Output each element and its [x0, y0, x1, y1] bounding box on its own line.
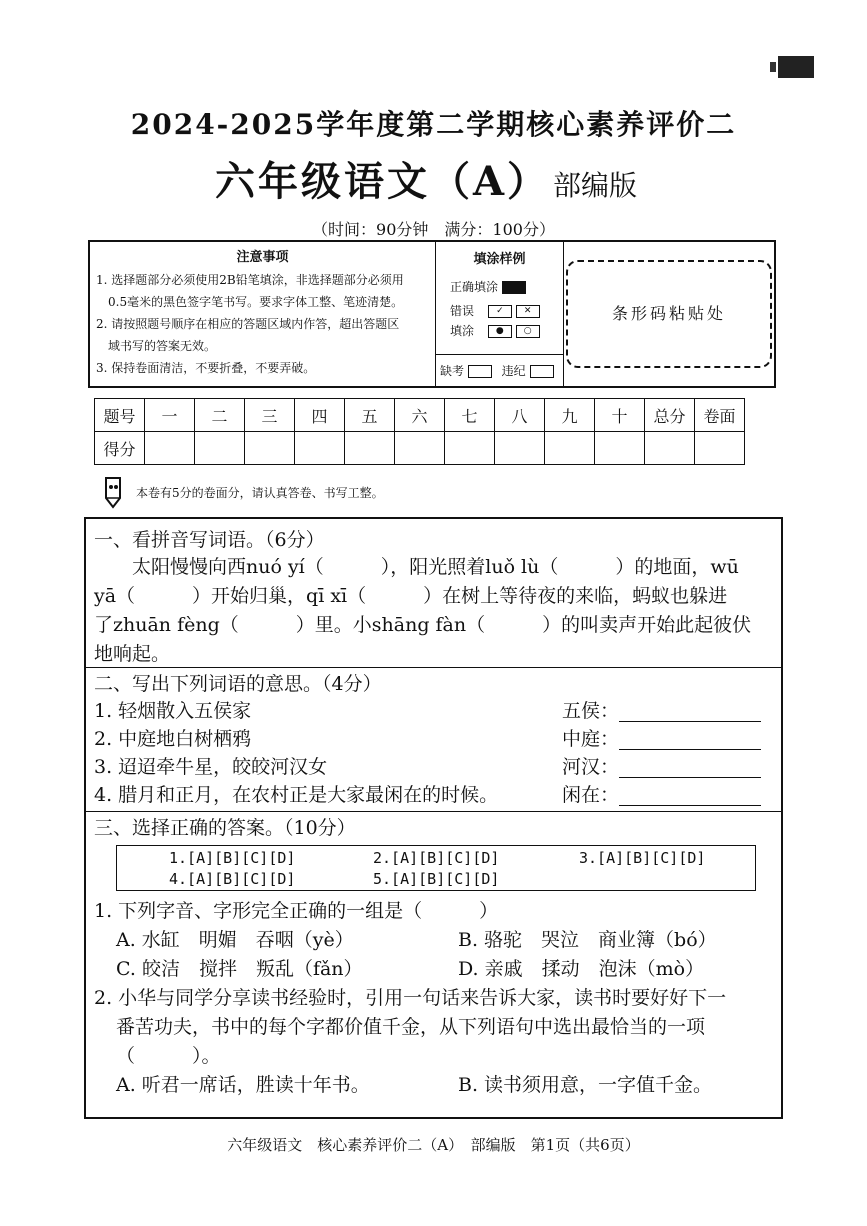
score-cell: 八 — [495, 399, 545, 432]
score-input-cell[interactable] — [445, 432, 495, 465]
score-cell: 卷面 — [695, 399, 745, 432]
answer-blank[interactable] — [619, 703, 761, 722]
score-input-cell[interactable] — [695, 432, 745, 465]
section3-q2-option-b: B. 读书须用意，一字值千金。 — [458, 1074, 713, 1096]
word-label: 五侯： — [562, 700, 620, 722]
exam-meta: （时间：90分钟 满分：100分） — [312, 220, 555, 239]
answer-blank[interactable] — [619, 759, 761, 778]
score-input-cell[interactable] — [245, 432, 295, 465]
section-divider — [86, 667, 781, 668]
score-cell: 十 — [595, 399, 645, 432]
notes-item-1a: 1. 选择题部分必须使用2B铅笔填涂，非选择题部分必须用 — [96, 273, 404, 287]
score-cell: 六 — [395, 399, 445, 432]
score-input-cell[interactable] — [545, 432, 595, 465]
answer-blank[interactable] — [619, 731, 761, 750]
section1-line1: 太阳慢慢向西nuó yí（ ），阳光照着luǒ lù（ ）的地面，wū — [94, 556, 739, 578]
section2-q4: 4. 腊月和正月，在农村正是大家最闲在的时候。 — [94, 784, 499, 806]
neatness-tip: 本卷有5分的卷面分，请认真答卷、书写工整。 — [136, 486, 384, 500]
section1-line4: 地响起。 — [94, 643, 171, 665]
score-input-cell[interactable] — [345, 432, 395, 465]
score-table — [94, 398, 745, 465]
barcode-area: 条形码粘贴处 — [566, 260, 772, 368]
answer-sheet-box — [116, 845, 756, 891]
fill-wrong-label-1: 错误 — [450, 304, 475, 318]
section2-q2: 2. 中庭地白树栖鸦 — [94, 728, 252, 750]
score-input-cell[interactable] — [145, 432, 195, 465]
answer-option-4[interactable]: 4.[A][B][C][D] — [169, 870, 296, 888]
score-input-cell[interactable] — [395, 432, 445, 465]
score-cell: 四 — [295, 399, 345, 432]
score-cell: 九 — [545, 399, 595, 432]
fill-wrong-row-2 — [450, 322, 540, 339]
score-cell: 五 — [345, 399, 395, 432]
score-input-cell[interactable] — [195, 432, 245, 465]
section3-q1-option-a: A. 水缸 明媚 吞咽（yè） — [116, 929, 354, 951]
section3-q2-line3: （ ）。 — [116, 1045, 221, 1067]
score-value-row — [95, 432, 745, 465]
fill-wrong-label-2: 填涂 — [450, 324, 475, 338]
score-input-cell[interactable] — [495, 432, 545, 465]
section3-q1: 1. 下列字音、字形完全正确的一组是（ ） — [94, 900, 499, 922]
section2-word4 — [562, 781, 761, 810]
fill-divider — [436, 354, 563, 355]
absent-checkbox[interactable] — [468, 365, 492, 378]
instruction-panel — [88, 240, 776, 388]
score-input-cell[interactable] — [295, 432, 345, 465]
filled-box-icon — [502, 281, 526, 294]
section3-q1-option-c: C. 皎洁 搅拌 叛乱（fǎn） — [116, 958, 363, 980]
section3-q2-line2: 番苦功夫，书中的每个字都价值千金，从下列语句中选出最恰当的一项 — [116, 1016, 706, 1038]
section1-title: 一、看拼音写词语。（6分） — [94, 529, 325, 551]
section2-word2 — [562, 725, 761, 754]
section2-word1 — [562, 697, 761, 726]
notes-item-2a: 2. 请按照题号顺序在相应的答题区域内作答，超出答题区 — [96, 317, 400, 331]
circle-box-icon: ○ — [516, 325, 540, 338]
violation-checkbox[interactable] — [530, 365, 554, 378]
score-cell: 七 — [445, 399, 495, 432]
exam-title: 2024-2025学年度第二学期核心素养评价二 — [130, 108, 737, 141]
section3-q1-option-b: B. 骆驼 哭泣 商业簿（bó） — [458, 929, 717, 951]
section1-line2: yā（ ）开始归巢，qī xī（ ）在树上等待夜的来临，蚂蚁也躲进 — [94, 585, 728, 607]
section-divider — [86, 811, 781, 812]
score-input-cell[interactable] — [595, 432, 645, 465]
notes-item-2b: 域书写的答案无效。 — [108, 339, 217, 353]
pencil-icon — [100, 474, 128, 510]
fill-wrong-row-1 — [450, 302, 540, 319]
questions-area — [84, 517, 783, 1119]
absent-label: 缺考 — [440, 364, 465, 378]
section3-q1-option-d: D. 亲戚 揉动 泡沫（mò） — [458, 958, 705, 980]
check-box-icon: ✓ — [488, 305, 512, 318]
score-cell: 题号 — [95, 399, 145, 432]
absent-row — [440, 362, 554, 379]
section2-word3 — [562, 753, 761, 782]
section2-q1: 1. 轻烟散入五侯家 — [94, 700, 252, 722]
word-label: 闲在： — [562, 784, 620, 806]
answer-option-1[interactable]: 1.[A][B][C][D] — [169, 849, 296, 867]
score-cell: 总分 — [645, 399, 695, 432]
notes-heading: 注意事项 — [236, 250, 289, 265]
score-header-row — [95, 399, 745, 432]
cross-box-icon: ✕ — [516, 305, 540, 318]
corner-registration-mark — [778, 56, 814, 78]
edition-label: 部编版 — [553, 169, 638, 202]
fill-correct-label: 正确填涂 — [450, 280, 499, 294]
answer-option-3[interactable]: 3.[A][B][C][D] — [579, 849, 706, 867]
score-input-cell[interactable] — [645, 432, 695, 465]
section3-q2-option-a: A. 听君一席话，胜读十年书。 — [116, 1074, 370, 1096]
section3-title: 三、选择正确的答案。（10分） — [94, 817, 356, 839]
answer-option-5[interactable]: 5.[A][B][C][D] — [373, 870, 500, 888]
section2-title: 二、写出下列词语的意思。（4分） — [94, 673, 382, 695]
score-cell: 三 — [245, 399, 295, 432]
score-cell: 得分 — [95, 432, 145, 465]
word-label: 河汉： — [562, 756, 620, 778]
violation-label: 违纪 — [501, 364, 526, 378]
score-cell: 二 — [195, 399, 245, 432]
notes-item-1b: 0.5毫米的黑色签字笔书写。要求字体工整、笔迹清楚。 — [108, 295, 404, 309]
notes-item-3: 3. 保持卷面清洁，不要折叠，不要弄破。 — [96, 361, 316, 375]
section2-q3: 3. 迢迢牵牛星，皎皎河汉女 — [94, 756, 328, 778]
word-label: 中庭： — [562, 728, 620, 750]
fill-sample-heading: 填涂样例 — [473, 252, 526, 267]
dot-box-icon: ● — [488, 325, 512, 338]
score-cell: 一 — [145, 399, 195, 432]
section1-line3: 了zhuān fèng（ ）里。小shāng fàn（ ）的叫卖声开始此起彼伏 — [94, 614, 752, 636]
notes-block — [90, 242, 436, 386]
answer-blank[interactable] — [619, 787, 761, 806]
section3-q2-line1: 2. 小华与同学分享读书经验时，引用一句话来告诉大家，读书时要好好下一 — [94, 987, 727, 1009]
fill-sample-block — [436, 242, 564, 386]
page-footer: 六年级语文 核心素养评价二（A） 部编版 第1页（共6页） — [227, 1136, 640, 1154]
answer-option-2[interactable]: 2.[A][B][C][D] — [373, 849, 500, 867]
subject-title: 六年级语文（A） — [215, 158, 551, 205]
fill-correct-row — [450, 278, 526, 295]
